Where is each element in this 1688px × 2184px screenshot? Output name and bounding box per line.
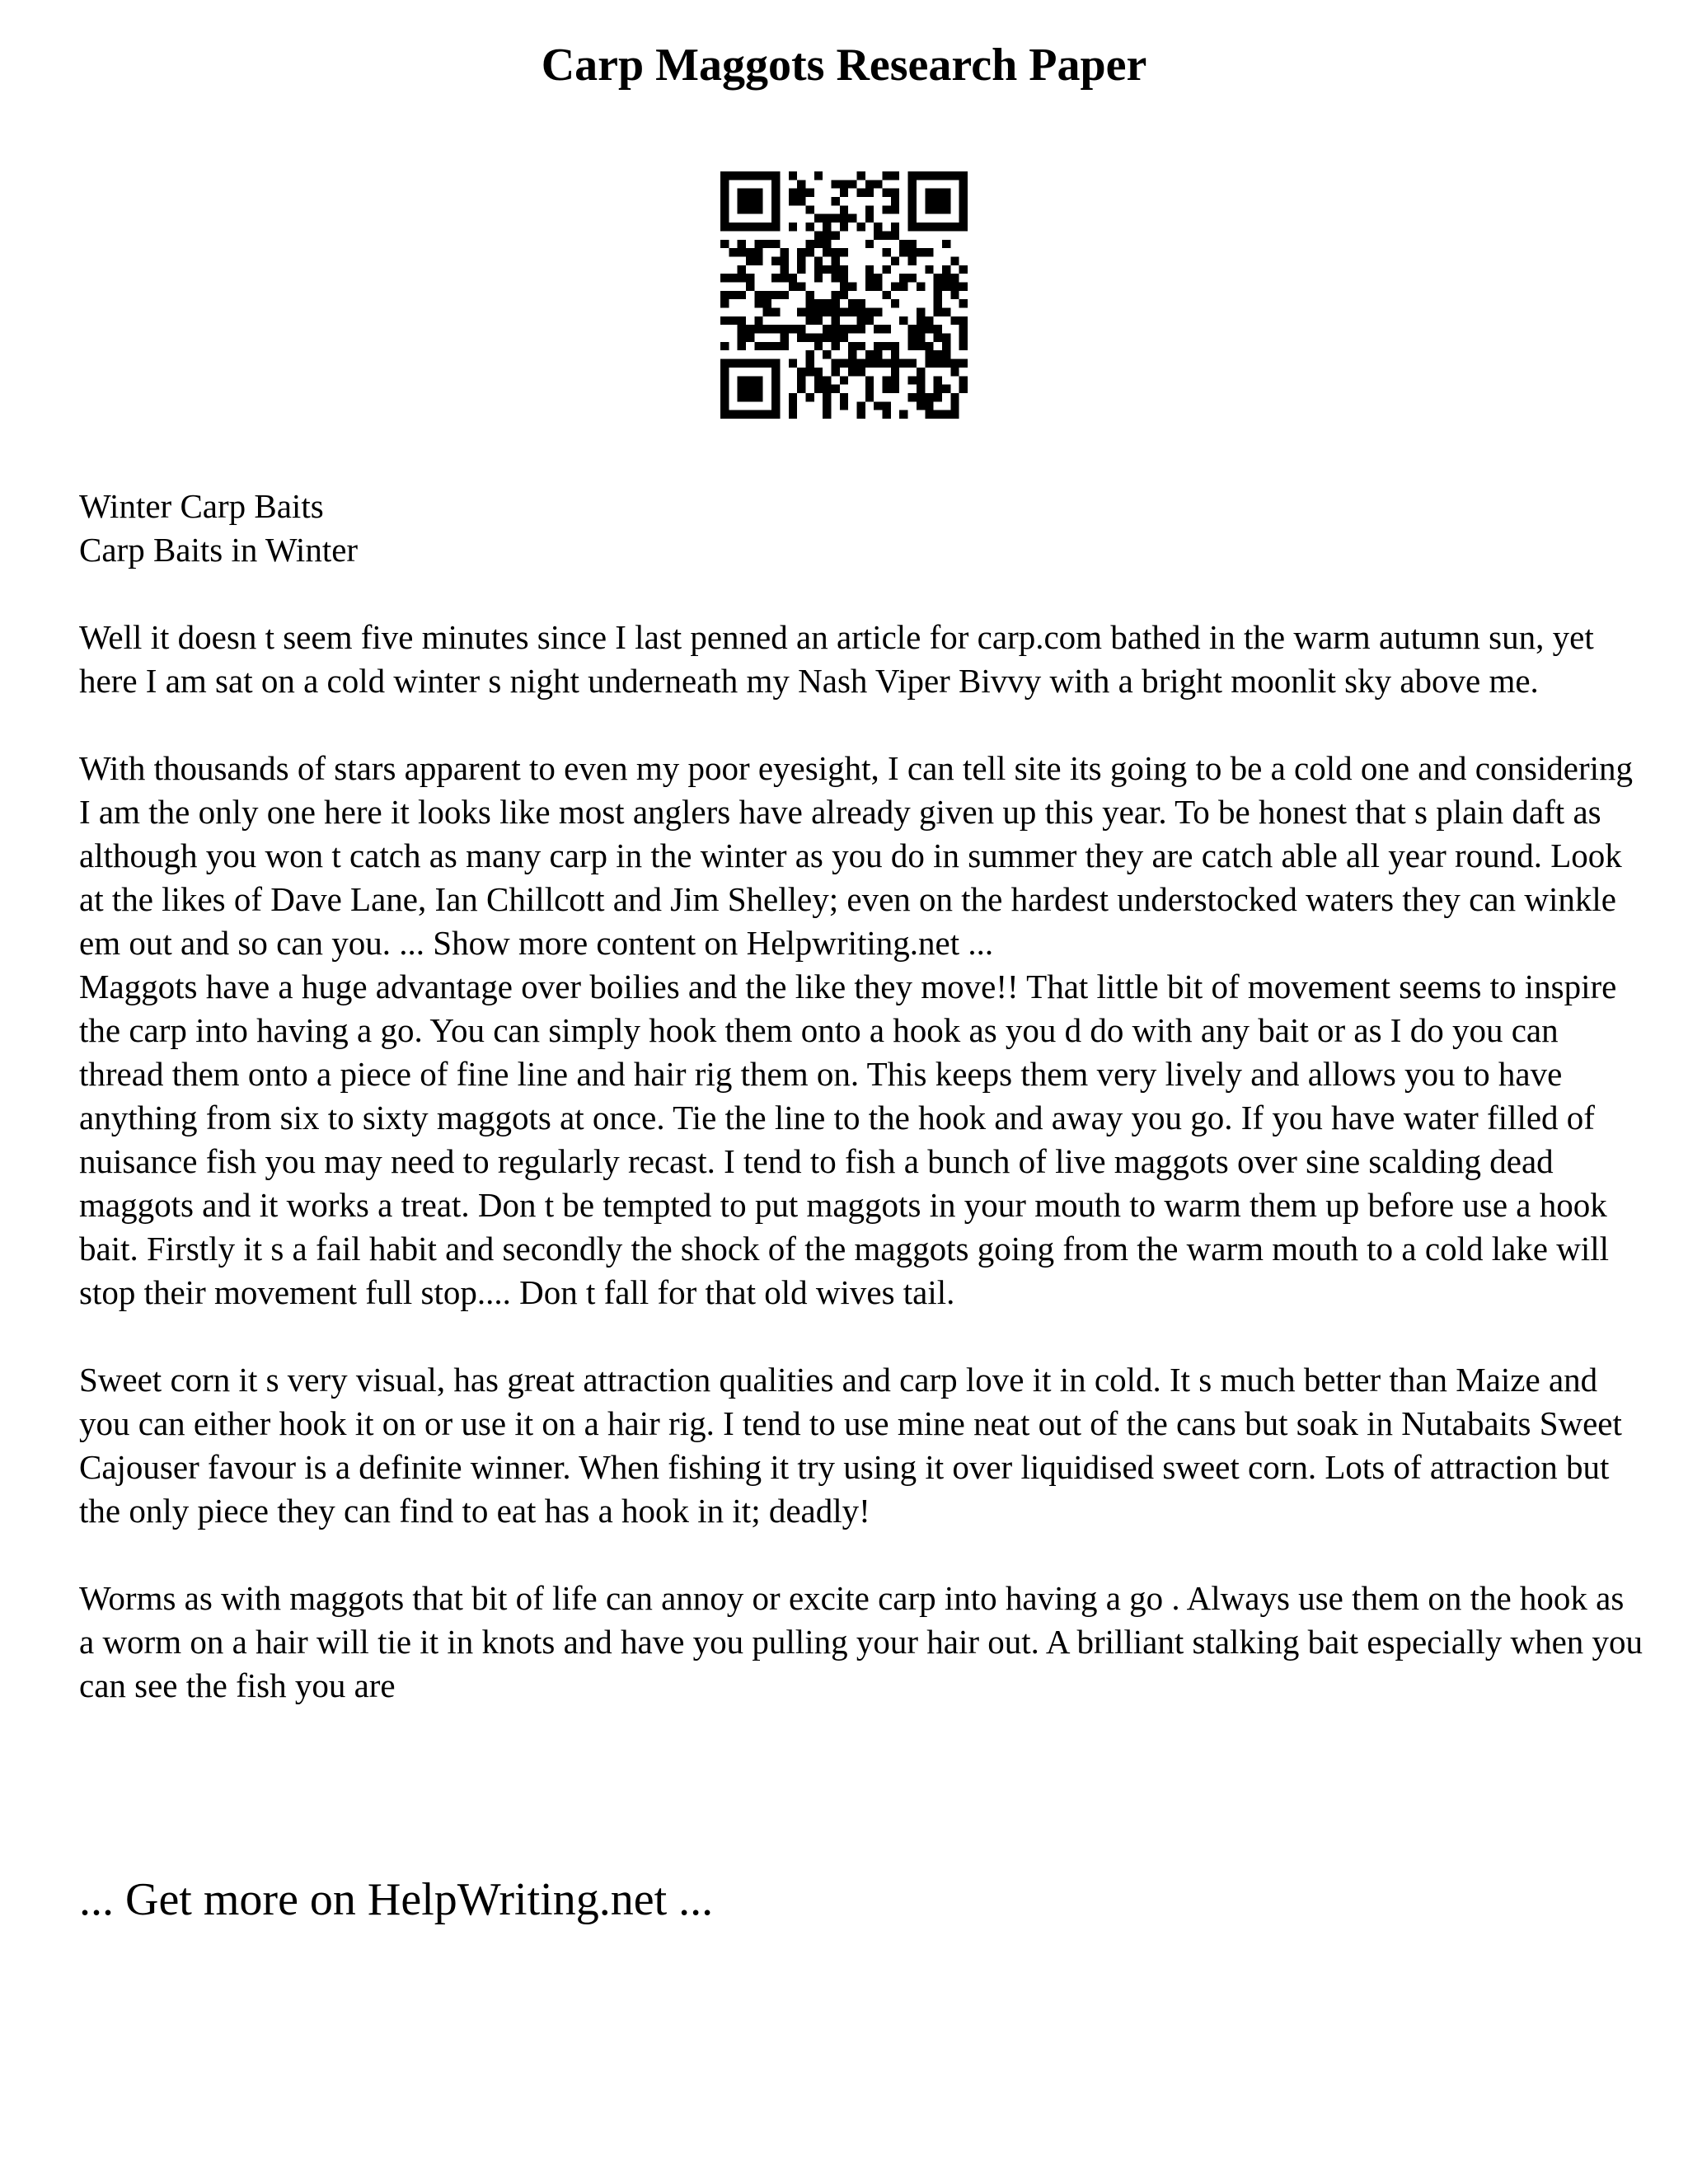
article-body xyxy=(79,485,1645,1708)
paragraph: Well it doesn t seem five minutes since I last penned an article for carp.com bathed in the warm autumn sun, yet here I am sat on a cold winter s night underneath my Nash Viper Bivvy with a bright moonlit sky above me. xyxy=(79,618,1594,700)
paragraph: Sweet corn it s very visual, has great attraction qualities and carp love it in cold. It s much better than Maize and you can either hook it on or use it on a hair rig. I tend to use mine neat out of the cans but soak in Nutabaits Sweet Cajouser favour is a definite winner. When fishing it try using it over liquidised sweet corn. Lots of attraction but the only piece they can find to eat has a hook in it; deadly! xyxy=(79,1361,1622,1530)
subheading-line: Carp Baits in Winter xyxy=(79,531,359,569)
paragraph: Maggots have a huge advantage over boilies and the like they move!! That little bit of movement seems to inspire the carp into having a go. You can simply hook them onto a hook as you d do with any bait or as I do you can thread them onto a piece of fine line and hair rig them on. This keeps them very lively and allows you to have anything from six to sixty maggots at once. Tie the line to the hook and away you go. If you have water filled of nuisance fish you may need to regularly recast. I tend to fish a bunch of live maggots over sine scalding dead maggots and it works a treat. Don t be tempted to put maggots in your mouth to warm them up before use a hook bait. Firstly it s a fail habit and secondly the shock of the maggots going from the warm mouth to a cold lake will stop their movement full stop.... Don t fall for that old wives tail. xyxy=(79,968,1617,1311)
page-title: Carp Maggots Research Paper xyxy=(541,40,1147,91)
helpwriting-link[interactable]: ... Get more on HelpWriting.net ... xyxy=(79,1874,714,1925)
qr-code-icon xyxy=(720,171,968,419)
heading-line: Winter Carp Baits xyxy=(79,487,324,525)
paragraph: Worms as with maggots that bit of life can annoy or excite carp into having a go . Always use them on the hook as a worm on a hair will tie it in knots and have you pulling your hair out. A brilliant stalking bait especially when you can see the fish you are xyxy=(79,1579,1643,1704)
paragraph: With thousands of stars apparent to even my poor eyesight, I can tell site its going to be a cold one and considering I am the only one here it looks like most anglers have already given up this year. To be honest that s plain daft as although you won t catch as many carp in the winter as you do in summer they are catch able all year round. Look at the likes of Dave Lane, Ian Chillcott and Jim Shelley; even on the hardest understocked waters they can winkle em out and so can you. ... Show more content on Helpwriting.net ... xyxy=(79,749,1634,962)
